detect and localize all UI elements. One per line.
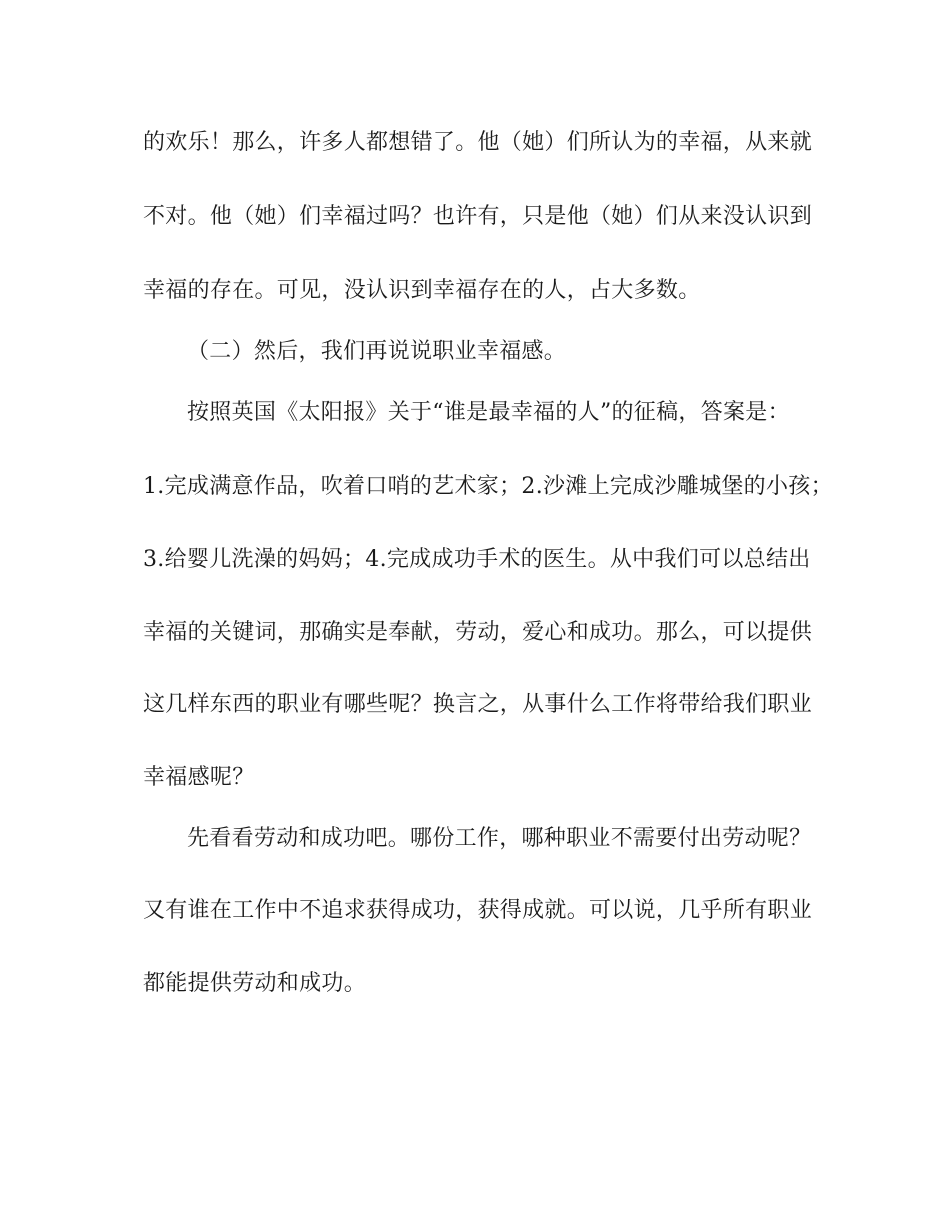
- text-line: 按照英国《太阳报》关于“谁是最幸福的人”的征稿，答案是：: [187, 400, 790, 425]
- text-line: 幸福的关键词，那确实是奉献，劳动，爱心和成功。那么，可以提供: [143, 620, 813, 645]
- text-line: 3.给婴儿洗澡的妈妈；4.完成成功手术的医生。从中我们可以总结出: [143, 547, 811, 572]
- text-line: 都能提供劳动和成功。: [143, 971, 367, 996]
- text-line: 的欢乐！那么，许多人都想错了。他（她）们所认为的幸福，从来就: [143, 130, 813, 155]
- text-line: 这几样东西的职业有哪些呢？换言之，从事什么工作将带给我们职业: [143, 692, 813, 717]
- text-line: 幸福感呢？: [143, 765, 255, 790]
- section-heading: （二）然后，我们再说说职业幸福感。: [187, 339, 567, 364]
- text-line: 先看看劳动和成功吧。哪份工作，哪种职业不需要付出劳动呢？: [187, 826, 812, 851]
- text-line: 幸福的存在。可见，没认识到幸福存在的人，占大多数。: [143, 278, 701, 303]
- text-line: 1.完成满意作品，吹着口哨的艺术家；2.沙滩上完成沙雕城堡的小孩；: [143, 474, 833, 499]
- text-line: 又有谁在工作中不追求获得成功，获得成就。可以说，几乎所有职业: [143, 898, 813, 923]
- text-line: 不对。他（她）们幸福过吗？也许有，只是他（她）们从来没认识到: [143, 204, 813, 229]
